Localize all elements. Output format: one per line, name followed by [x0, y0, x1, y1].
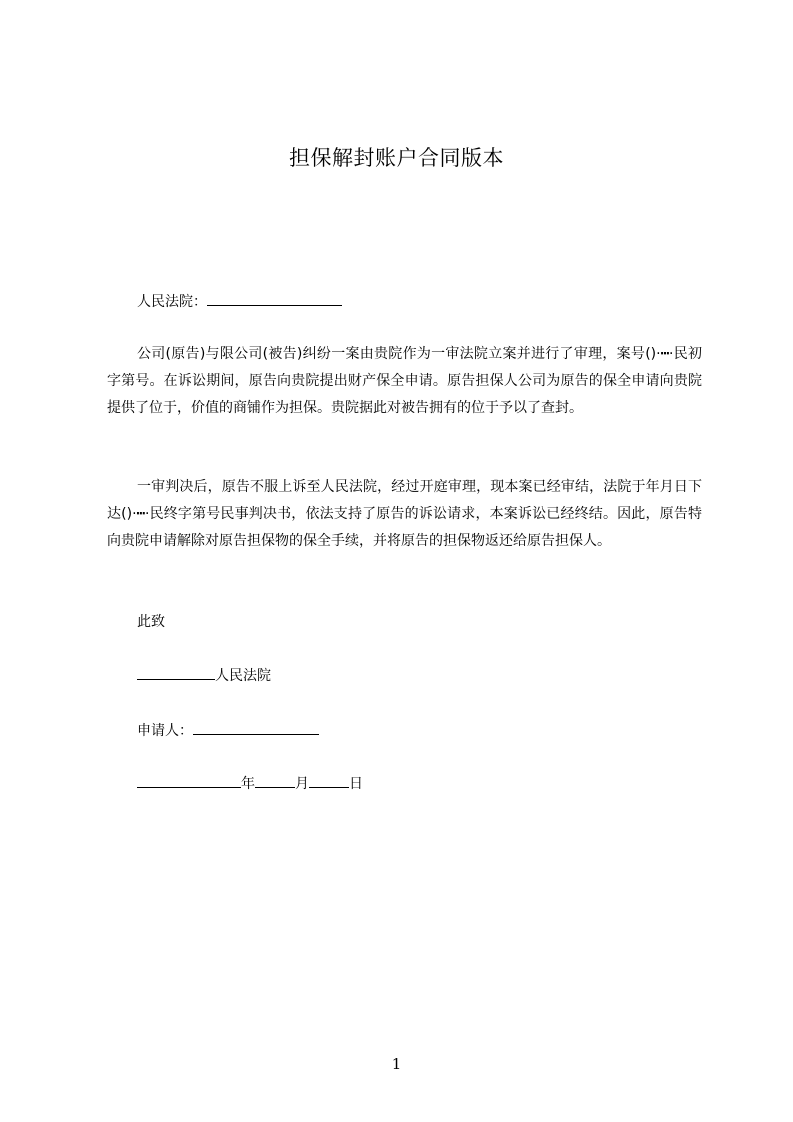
closing-salutation: 此致: [137, 614, 165, 630]
addressee-label: 人民法院：: [137, 294, 207, 310]
applicant-line: [137, 720, 319, 740]
date-day-label: 日: [349, 776, 363, 792]
body-paragraph-1: 公司(原告)与限公司(被告)纠纷一案由贵院作为一审法院立案并进行了审理，案号()·┅·民初字第号。在诉讼期间，原告向贵院提出财产保全申请。原告担保人公司为原告的保全申请向贵院提供了位于，价值的商铺作为担保。贵院据此对被告拥有的位于予以了查封。: [107, 346, 702, 416]
document-title: 担保解封账户合同版本: [289, 146, 504, 170]
year-blank: [137, 773, 241, 788]
recipient-court-line: [137, 665, 271, 685]
court-name-blank: [207, 291, 342, 306]
applicant-blank: [193, 720, 319, 735]
addressee-line: [137, 291, 342, 311]
month-blank: [255, 773, 295, 788]
body-paragraph-2: 一审判决后，原告不服上诉至人民法院，经过开庭审理，现本案已经审结，法院于年月日下达()·┅·民终字第号民事判决书，依法支持了原告的诉讼请求，本案诉讼已经终结。因此，原告特向贵院申请解除对原告担保物的保全手续，并将原告的担保物返还给原告担保人。: [107, 479, 702, 549]
date-line: [137, 773, 363, 793]
applicant-label: 申请人：: [137, 723, 193, 739]
recipient-court-blank: [137, 665, 215, 680]
day-blank: [309, 773, 349, 788]
date-year-label: 年: [241, 776, 255, 792]
recipient-court-suffix: 人民法院: [215, 668, 271, 684]
date-month-label: 月: [295, 776, 309, 792]
page-number: 1: [391, 1055, 402, 1073]
